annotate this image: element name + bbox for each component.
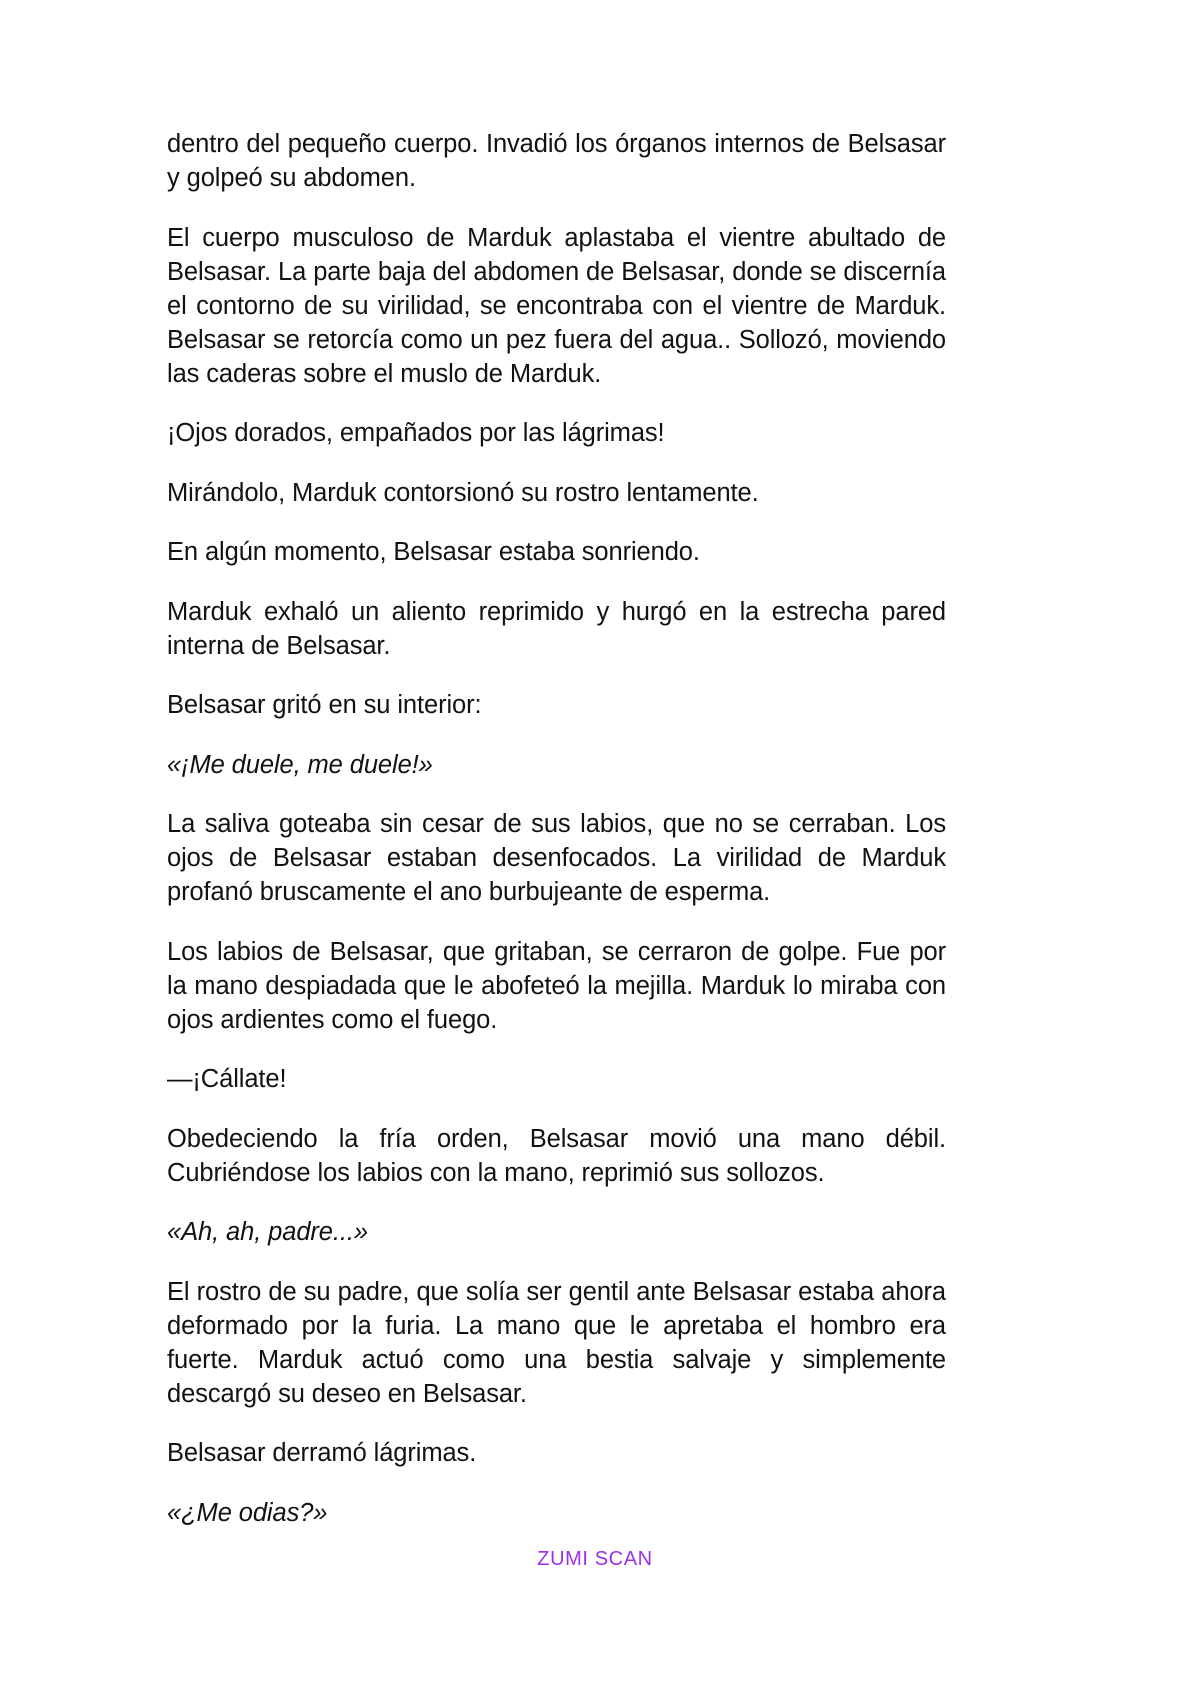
paragraph: Belsasar derramó lágrimas. — [167, 1439, 477, 1467]
inner-monologue-paragraph: «Ah, ah, padre...» — [167, 1218, 368, 1246]
paragraph: Mirándolo, Marduk contorsionó su rostro lentamente. — [167, 478, 759, 507]
paragraph: El cuerpo musculoso de Marduk aplastaba el vientre abultado de Belsasar. La parte baja del abdomen de Belsasar, donde se discernía el contorno de su virilidad, se encontraba con el vientre de Marduk. Belsasar se retorcía como un pez fuera del agua.. Sollozó, moviendo las caderas sobre el muslo de Marduk. — [167, 223, 946, 388]
inner-monologue-paragraph: «¡Me duele, me duele!» — [167, 750, 433, 779]
dialogue-paragraph: —¡Cállate! — [167, 1065, 287, 1093]
document-text-column — [167, 127, 946, 1530]
scan-watermark: ZUMI SCAN — [537, 1548, 653, 1570]
paragraph: ¡Ojos dorados, empañados por las lágrimas! — [167, 419, 665, 447]
paragraph: La saliva goteaba sin cesar de sus labios, que no se cerraban. Los ojos de Belsasar estaban desenfocados. La virilidad de Marduk profanó bruscamente el ano burbujeante de esperma. — [167, 810, 946, 906]
paragraph: dentro del pequeño cuerpo. Invadió los órganos internos de Belsasar y golpeó su abdomen. — [167, 130, 946, 192]
inner-monologue-paragraph: «¿Me odias?» — [167, 1498, 328, 1527]
paragraph: Belsasar gritó en su interior: — [167, 691, 482, 719]
paragraph: En algún momento, Belsasar estaba sonriendo. — [167, 538, 700, 566]
paragraph: Marduk exhaló un aliento reprimido y hurgó en la estrecha pared interna de Belsasar. — [167, 597, 946, 660]
paragraph: Obedeciendo la fría orden, Belsasar movió una mano débil. Cubriéndose los labios con la mano, reprimió sus sollozos. — [167, 1124, 946, 1187]
paragraph: Los labios de Belsasar, que gritaban, se cerraron de golpe. Fue por la mano despiadada que le abofeteó la mejilla. Marduk lo miraba con ojos ardientes como el fuego. — [167, 937, 946, 1034]
paragraph: El rostro de su padre, que solía ser gentil ante Belsasar estaba ahora deformado por la furia. La mano que le apretaba el hombro era fuerte. Marduk actuó como una bestia salvaje y simplemente descargó su deseo en Belsasar. — [167, 1277, 946, 1408]
